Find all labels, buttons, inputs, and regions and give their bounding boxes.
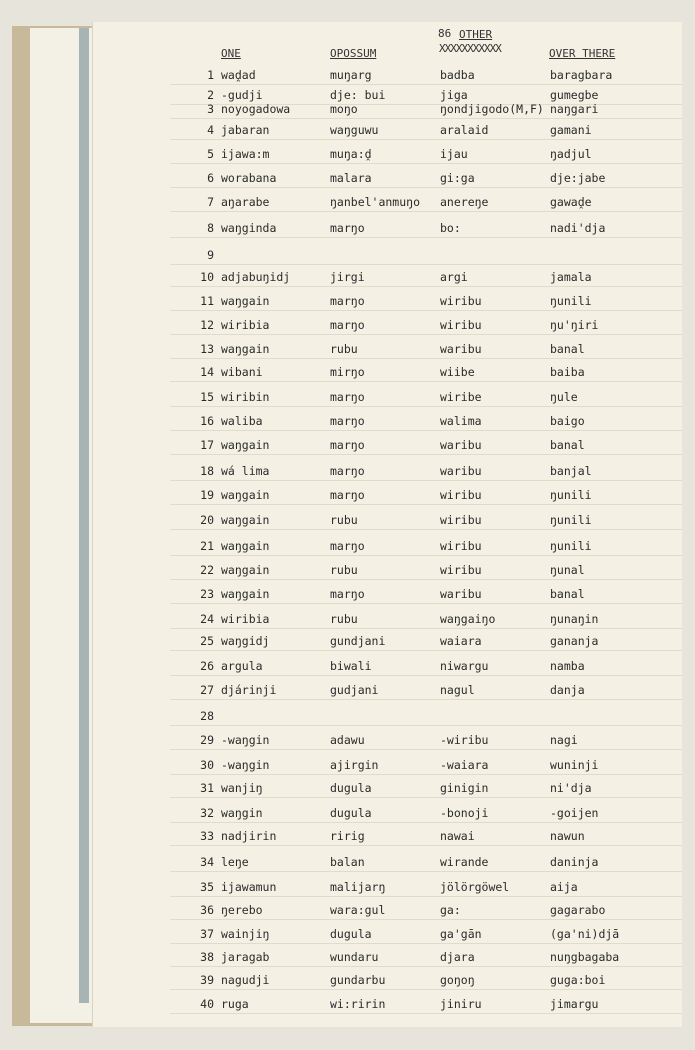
header-one: ONE [221, 47, 241, 60]
table-row [0, 102, 695, 120]
table-row [0, 997, 695, 1015]
table-row [0, 195, 695, 213]
cell-one: adjabuŋidj [221, 270, 291, 284]
row-number: 29 [200, 733, 214, 747]
cell-over-there: nuŋgbagaba [550, 950, 620, 964]
header-over-there: OVER THERE [549, 47, 616, 60]
row-number: 7 [207, 195, 214, 209]
cell-one: jabaran [221, 123, 270, 137]
cell-other: badba [440, 68, 475, 82]
table-row [0, 973, 695, 991]
cell-opossum: marŋo [330, 464, 365, 478]
cell-opossum: marŋo [330, 414, 365, 428]
cell-opossum: muŋa:ḓ [330, 147, 372, 161]
header-opossum: OPOSSUM [330, 47, 377, 60]
table-row [0, 829, 695, 847]
cell-other: ga: [440, 903, 461, 917]
cell-one: ijawa:m [221, 147, 270, 161]
cell-over-there: -goijen [550, 806, 599, 820]
cell-one: waliba [221, 414, 263, 428]
row-number: 19 [200, 488, 214, 502]
cell-opossum: rubu [330, 513, 358, 527]
cell-over-there: naŋgari [550, 102, 599, 116]
cell-other: jiga [440, 88, 468, 102]
row-number: 36 [200, 903, 214, 917]
cell-over-there: namba [550, 659, 585, 673]
row-number: 3 [207, 102, 214, 116]
cell-one: wá lima [221, 464, 270, 478]
cell-other: wiribu [440, 563, 482, 577]
row-number: 11 [200, 294, 214, 308]
cell-opossum: mirŋo [330, 365, 365, 379]
table-row [0, 365, 695, 383]
cell-one: waŋgain [221, 342, 270, 356]
cell-other: nagul [440, 683, 475, 697]
cell-opossum: marŋo [330, 539, 365, 553]
table-row [0, 248, 695, 266]
cell-other: waribu [440, 464, 482, 478]
cell-one: wibani [221, 365, 263, 379]
row-number: 31 [200, 781, 214, 795]
cell-opossum: malijarŋ [330, 880, 386, 894]
cell-over-there: nagi [550, 733, 578, 747]
row-number: 21 [200, 539, 214, 553]
cell-other: -waiara [440, 758, 489, 772]
row-number: 34 [200, 855, 214, 869]
cell-one: nadjirin [221, 829, 277, 843]
cell-opossum: marŋo [330, 587, 365, 601]
cell-opossum: marŋo [330, 390, 365, 404]
cell-other: ŋondjigodo(M,F) [440, 102, 544, 116]
cell-other: wiribu [440, 294, 482, 308]
cell-over-there: jamala [550, 270, 592, 284]
header-other: OTHER [459, 28, 493, 41]
cell-one: leŋe [221, 855, 249, 869]
table-row [0, 758, 695, 776]
cell-opossum: dje: bui [330, 88, 386, 102]
row-number: 37 [200, 927, 214, 941]
table-row [0, 68, 695, 86]
cell-over-there: dje:jabe [550, 171, 606, 185]
cell-over-there: ŋunaŋin [550, 612, 599, 626]
cell-opossum: marŋo [330, 438, 365, 452]
table-row [0, 438, 695, 456]
cell-other: waiara [440, 634, 482, 648]
table-row [0, 147, 695, 165]
row-number: 18 [200, 464, 214, 478]
cell-other: wirande [440, 855, 489, 869]
cell-opossum: dugula [330, 781, 372, 795]
cell-other: wiribu [440, 513, 482, 527]
cell-opossum: marŋo [330, 318, 365, 332]
cell-other: anereŋe [440, 195, 489, 209]
cell-opossum: gundjani [330, 634, 386, 648]
table-row [0, 709, 695, 727]
table-row [0, 733, 695, 751]
table-row [0, 927, 695, 945]
row-number: 16 [200, 414, 214, 428]
row-number: 28 [200, 709, 214, 723]
cell-one: wiribia [221, 612, 270, 626]
cell-one: -waŋgin [221, 733, 270, 747]
row-number: 1 [207, 68, 214, 82]
cell-other: waribu [440, 342, 482, 356]
cell-other: niwargu [440, 659, 489, 673]
cell-other: waribu [440, 438, 482, 452]
table-row [0, 539, 695, 557]
table-row [0, 781, 695, 799]
row-number: 13 [200, 342, 214, 356]
cell-other: djara [440, 950, 475, 964]
table-row [0, 659, 695, 677]
row-number: 17 [200, 438, 214, 452]
cell-over-there: nadi'dja [550, 221, 606, 235]
row-number: 10 [200, 270, 214, 284]
cell-one: waŋgain [221, 587, 270, 601]
cell-other: bo: [440, 221, 461, 235]
cell-over-there: banal [550, 587, 585, 601]
cell-opossum: marŋo [330, 488, 365, 502]
cell-one: nagudji [221, 973, 270, 987]
cell-one: djárinji [221, 683, 277, 697]
row-number: 15 [200, 390, 214, 404]
cell-over-there: jimargu [550, 997, 599, 1011]
table-row [0, 318, 695, 336]
cell-opossum: marŋo [330, 294, 365, 308]
cell-opossum: balan [330, 855, 365, 869]
cell-over-there: banjal [550, 464, 592, 478]
header-crossed-out: XXXXXXXXXXX [439, 42, 501, 55]
cell-over-there: ni'dja [550, 781, 592, 795]
row-number: 39 [200, 973, 214, 987]
cell-one: wainjiŋ [221, 927, 270, 941]
row-number: 38 [200, 950, 214, 964]
cell-other: waribu [440, 587, 482, 601]
table-row [0, 806, 695, 824]
cell-other: gi:ga [440, 171, 475, 185]
cell-other: goŋoŋ [440, 973, 475, 987]
cell-one: wiribin [221, 390, 270, 404]
cell-opossum: gundarbu [330, 973, 386, 987]
table-row [0, 294, 695, 312]
cell-opossum: wi:ririn [330, 997, 386, 1011]
table-row [0, 488, 695, 506]
cell-over-there: gawaḓe [550, 195, 592, 209]
cell-other: wiibe [440, 365, 475, 379]
row-number: 8 [207, 221, 214, 235]
table-row [0, 587, 695, 605]
cell-one: ijawamun [221, 880, 277, 894]
cell-other: ginigin [440, 781, 489, 795]
table-row [0, 683, 695, 701]
cell-other: -bonoji [440, 806, 489, 820]
table-row [0, 123, 695, 141]
cell-over-there: (ga'ni)djā [550, 927, 620, 941]
row-number: 33 [200, 829, 214, 843]
cell-over-there: gananja [550, 634, 599, 648]
table-row [0, 464, 695, 482]
cell-one: waŋgain [221, 513, 270, 527]
cell-opossum: wara:gul [330, 903, 386, 917]
table-row [0, 563, 695, 581]
cell-other: wiribu [440, 539, 482, 553]
cell-opossum: ŋanbel'anmuŋo [330, 195, 421, 209]
cell-opossum: jirgi [330, 270, 365, 284]
cell-opossum: biwali [330, 659, 372, 673]
cell-over-there: banal [550, 438, 585, 452]
cell-other: wiribu [440, 318, 482, 332]
cell-over-there: ŋunili [550, 294, 592, 308]
cell-one: ŋerebo [221, 903, 263, 917]
cell-over-there: danja [550, 683, 585, 697]
cell-over-there: baigo [550, 414, 585, 428]
cell-over-there: ŋule [550, 390, 578, 404]
cell-one: waḓad [221, 68, 256, 82]
row-number: 9 [207, 248, 214, 262]
cell-opossum: rubu [330, 342, 358, 356]
row-number: 26 [200, 659, 214, 673]
cell-over-there: baiba [550, 365, 585, 379]
row-number: 27 [200, 683, 214, 697]
cell-other: aralaid [440, 123, 489, 137]
row-number: 6 [207, 171, 214, 185]
table-row [0, 634, 695, 652]
cell-other: walima [440, 414, 482, 428]
table-row [0, 612, 695, 630]
cell-one: noyogadowa [221, 102, 291, 116]
cell-other: wiribe [440, 390, 482, 404]
cell-one: wiribia [221, 318, 270, 332]
cell-over-there: aija [550, 880, 578, 894]
cell-one: waŋgain [221, 488, 270, 502]
row-number: 32 [200, 806, 214, 820]
cell-other: -wiribu [440, 733, 489, 747]
cell-over-there: ŋunili [550, 488, 592, 502]
cell-opossum: ririg [330, 829, 365, 843]
table-row [0, 903, 695, 921]
cell-over-there: daninja [550, 855, 599, 869]
cell-one: jaragab [221, 950, 270, 964]
cell-opossum: waŋguwu [330, 123, 379, 137]
cell-opossum: muŋarg [330, 68, 372, 82]
cell-one: waŋgain [221, 294, 270, 308]
row-number: 22 [200, 563, 214, 577]
table-row [0, 270, 695, 288]
row-number: 14 [200, 365, 214, 379]
table-row [0, 221, 695, 239]
cell-over-there: gagarabo [550, 903, 606, 917]
row-number: 23 [200, 587, 214, 601]
cell-one: waŋgidj [221, 634, 270, 648]
cell-one: waŋgin [221, 806, 263, 820]
table-row [0, 880, 695, 898]
cell-other: wiribu [440, 488, 482, 502]
cell-one: -gudji [221, 88, 263, 102]
row-number: 25 [200, 634, 214, 648]
page-number: 86 [438, 27, 452, 40]
cell-opossum: dugula [330, 806, 372, 820]
table-row [0, 950, 695, 968]
cell-one: waŋgain [221, 563, 270, 577]
cell-opossum: wundaru [330, 950, 379, 964]
cell-other: waŋgaiŋo [440, 612, 496, 626]
cell-over-there: ŋu'ŋiri [550, 318, 599, 332]
table-row [0, 855, 695, 873]
cell-over-there: ŋunal [550, 563, 585, 577]
cell-over-there: ŋadjul [550, 147, 592, 161]
row-number: 12 [200, 318, 214, 332]
table-row [0, 342, 695, 360]
cell-other: argi [440, 270, 468, 284]
cell-one: -waŋgin [221, 758, 270, 772]
cell-opossum: malara [330, 171, 372, 185]
cell-opossum: gudjani [330, 683, 379, 697]
row-number: 5 [207, 147, 214, 161]
cell-other: ijau [440, 147, 468, 161]
table-row [0, 513, 695, 531]
cell-over-there: ŋunili [550, 539, 592, 553]
table-row [0, 414, 695, 432]
row-number: 35 [200, 880, 214, 894]
cell-one: waŋginda [221, 221, 277, 235]
cell-over-there: banal [550, 342, 585, 356]
cell-opossum: adawu [330, 733, 365, 747]
cell-other: nawai [440, 829, 475, 843]
row-number: 20 [200, 513, 214, 527]
cell-one: wanjiŋ [221, 781, 263, 795]
cell-one: waŋgain [221, 539, 270, 553]
cell-opossum: moŋo [330, 102, 358, 116]
row-number: 24 [200, 612, 214, 626]
cell-one: worabana [221, 171, 277, 185]
cell-opossum: dugula [330, 927, 372, 941]
cell-opossum: rubu [330, 612, 358, 626]
row-number: 40 [200, 997, 214, 1011]
cell-one: aŋarabe [221, 195, 270, 209]
cell-over-there: guga:boi [550, 973, 606, 987]
cell-opossum: marŋo [330, 221, 365, 235]
cell-one: waŋgain [221, 438, 270, 452]
cell-over-there: gamani [550, 123, 592, 137]
table-row [0, 390, 695, 408]
row-number: 2 [207, 88, 214, 102]
row-number: 30 [200, 758, 214, 772]
cell-over-there: gumegbe [550, 88, 599, 102]
cell-over-there: baragbara [550, 68, 613, 82]
cell-over-there: ŋunili [550, 513, 592, 527]
cell-other: jölörgöwel [440, 880, 510, 894]
cell-other: ga'gān [440, 927, 482, 941]
row-number: 4 [207, 123, 214, 137]
table-row [0, 171, 695, 189]
cell-opossum: ajirgin [330, 758, 379, 772]
cell-one: argula [221, 659, 263, 673]
cell-other: jiniru [440, 997, 482, 1011]
cell-opossum: rubu [330, 563, 358, 577]
cell-over-there: nawun [550, 829, 585, 843]
cell-over-there: wuninji [550, 758, 599, 772]
cell-one: ruga [221, 997, 249, 1011]
